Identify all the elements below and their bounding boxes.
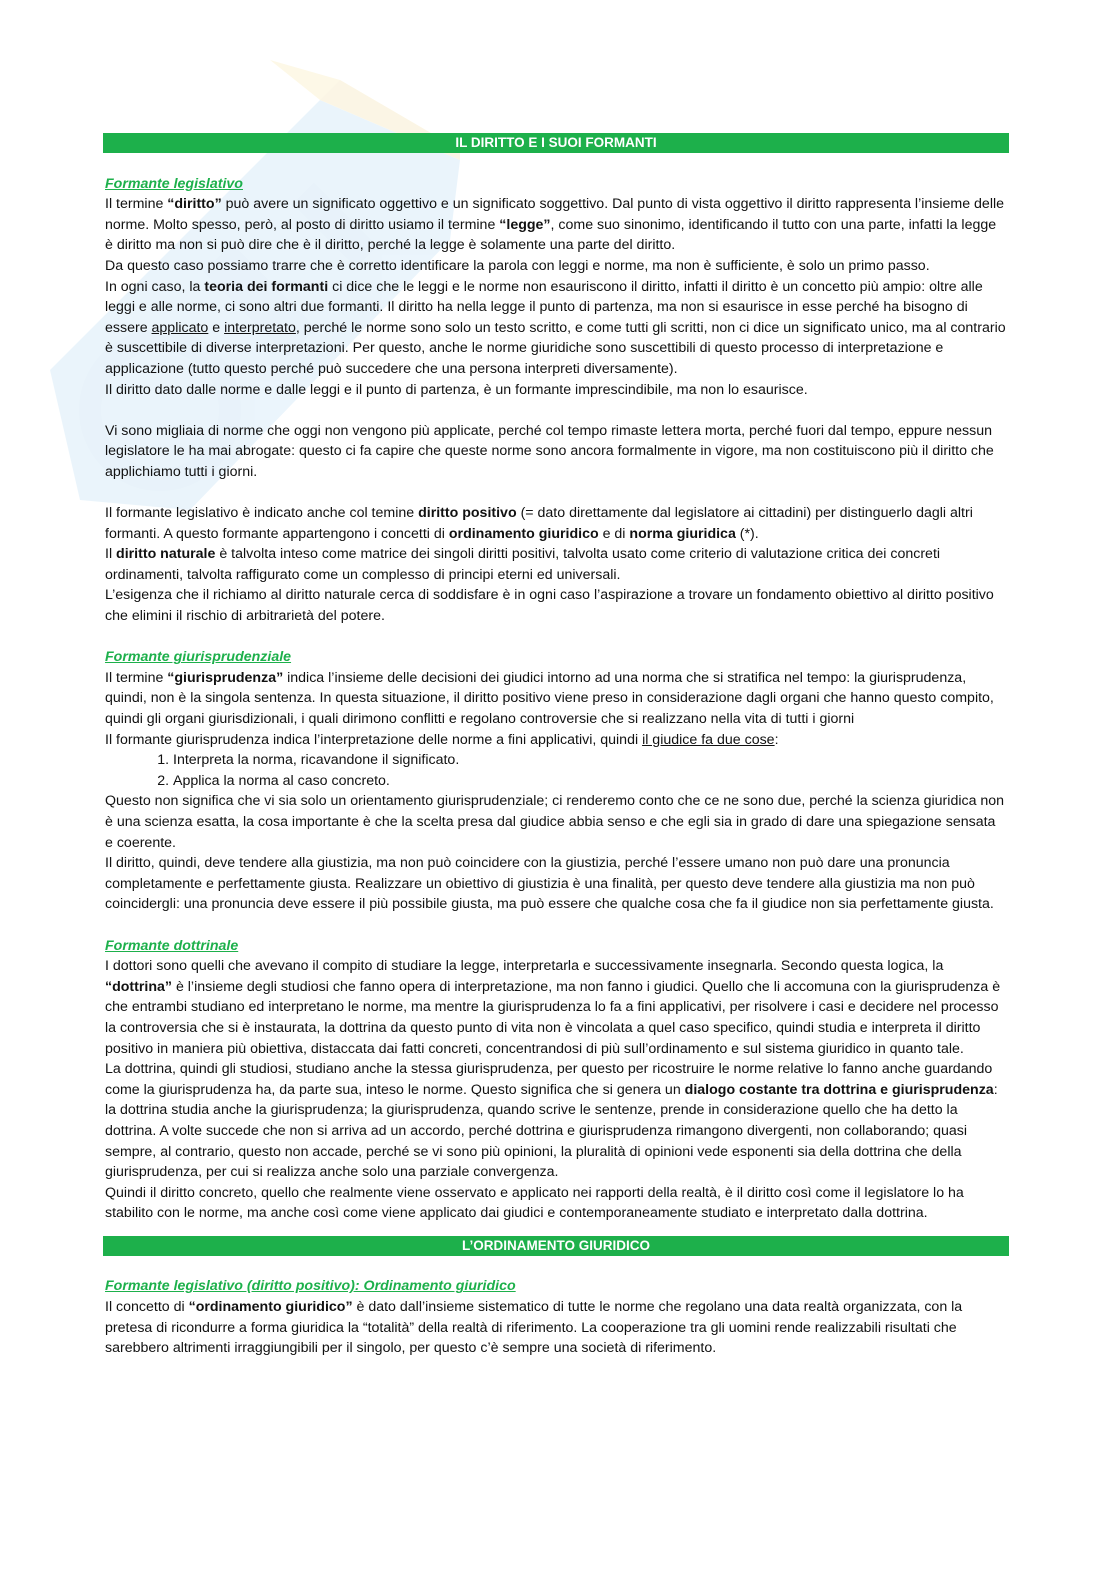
subsection-title-legislativo: Formante legislativo [105,175,243,192]
paragraph: L’esigenza che il richiamo al diritto naturale cerca di soddisfare è in ogni caso l’aspirazione a trovare un fondamento obiettivo al diritto positivo che elimini il rischio di arbitrarietà del potere. [105,587,994,625]
paragraph: In ogni caso, la teoria dei formanti ci dice che le leggi e le norme non esauriscono il diritto, infatti il diritto è un concetto più ampio: oltre alle leggi e alle norme, ci sono altri due formanti. Il diritto ha nella legge il punto di partenza, ma non si esaurisce in esse perché ha bisogno di essere applicato e interpretato, perché le norme sono solo un testo scritto, e come tutti gli scritti, non ci dice un significato unico, ma al contrario è suscettibile di diverse interpretazioni. Per questo, anche le norme giuridiche sono suscettibili di questo processo di interpretazione e applicazione (tutto questo perché può succedere che una persona interpreti diversamente). [105,278,1006,377]
paragraph: Il diritto naturale è talvolta inteso come matrice dei singoli diritti positivi, talvolta usato come criterio di valutazione critica dei concreti ordinamenti, talvolta raffigurato come un complesso di principi eterni ed universali. [105,546,941,583]
paragraph: Il formante legislativo è indicato anche col temine diritto positivo (= dato direttamente dal legislatore ai cittadini) per distinguerlo dagli altri formanti. A questo formante appartengono i concetti di ordinamento giuridico e di norma giuridica (*). [105,505,973,542]
paragraph: Vi sono migliaia di norme che oggi non vengono più applicate, perché col tempo rimaste lettera morta, perché fuori dal tempo, eppure nessun legislatore le ha mai abrogate: questo ci fa capire che queste norme sono ancora formalmente in vigore, ma non costituiscono più il diritto che applichiamo tutti i giorni. [105,422,994,480]
paragraph: Il termine “giurisprudenza” indica l’insieme delle decisioni dei giudici intorno ad una norma che si stratifica nel tempo: la giurisprudenza, quindi, non è la singola sentenza. In questa situazione, il diritto positivo viene preso in considerazione dagli organi che hanno questo compito, quindi gli organi giurisdizionali, i quali dirimono conflitti e regolano controversie che si realizzano nella vita di tutti i giorni [105,669,994,728]
paragraph: Il termine “diritto” può avere un significato oggettivo e un significato soggettivo. Dal punto di vista oggettivo il diritto rappresenta l’insieme delle norme. Molto spesso, però, al posto di diritto usiamo il termine “legge”, come suo sinonimo, identificando il tutto con una parte, infatti la legge è diritto ma non si può dire che è il diritto, perché la legge è solamente una parte del diritto. [105,196,1005,254]
list-item: 1. Interpreta la norma, ricavandone il significato. [173,750,1007,771]
list-item: 2. Applica la norma al caso concreto. [173,771,1007,792]
subsection-title-ordinamento: Formante legislativo (diritto positivo): Ordinamento giuridico [105,1278,516,1295]
document-body [105,133,1007,1359]
paragraph: Questo non significa che vi sia solo un orientamento giurisprudenziale; ci renderemo conto che ce ne sono due, perché la scienza giuridica non è una scienza esatta, la cosa importante è che la scelta presa dal giudice abbia senso e che egli sia in grado di dare una spiegazione sensata e coerente. [105,793,1005,851]
paragraph: La dottrina, quindi gli studiosi, studiano anche la stessa giurisprudenza, per questo per ricostruire le norme relative lo fanno anche guardando come la giurisprudenza ha, da parte sua, inteso le norme. Questo significa che si genera un dialogo costante tra dottrina e giurisprudenza: la dottrina studia anche la giurisprudenza; la giurisprudenza, quando scrive le sentenze, prende in considerazione quello che ha detto la dottrina. A volte succede che non si arriva ad un accordo, perché dottrina e giurisprudenza rimangono divergenti, non collaborando; quasi sempre, al contrario, questo non accade, perché se vi sono più opinioni, la pluralità di opinioni vede esponenti sia della dottrina che della giurisprudenza, per cui si realizza anche solo una parziale convergenza. [105,1061,998,1181]
paragraph: Il diritto dato dalle norme e dalle leggi e il punto di partenza, è un formante imprescindibile, ma non lo esaurisce. [105,381,808,398]
paragraph: Il diritto, quindi, deve tendere alla giustizia, ma non può coincidere con la giustizia, perché l’essere umano non può dare una pronuncia completamente e perfettamente giusta. Realizzare un obiettivo di giustizia è una finalità, per questo deve tendere alla giustizia ma non può coincidergli: una pronuncia deve essere il più possibile giusta, ma può essere che qualche cosa che fa il giudice non sia perfettamente giusta. [105,855,994,913]
subsection-title-dottrinale: Formante dottrinale [105,937,239,954]
paragraph: Quindi il diritto concreto, quello che realmente viene osservato e applicato nei rapporti della realtà, è il diritto così come il legislatore lo ha stabilito con le norme, ma anche così come viene applicato dai giudici e contemporaneamente studiato e interpretato dalla dottrina. [105,1184,964,1222]
numbered-list [105,750,1007,791]
subsection-title-giurisprudenziale: Formante giurisprudenziale [105,649,292,666]
paragraph: I dottori sono quelli che avevano il compito di studiare la legge, interpretarla e successivamente insegnarla. Secondo questa logica, la “dottrina” è l’insieme degli studiosi che fanno opera di interpretazione, ma non fanno i giudici. Quello che li accomuna con la giurisprudenza è che entrambi studiano ed interpretano le norme, ma mentre la giurisprudenza lo fa a fini applicativi, per risolvere i casi e decidere nel processo la controversia che si è instaurata, la dottrina da questo punto di vita non è vincolata a quel caso specifico, quindi studia e interpreta il diritto positivo in maniera più obiettiva, distaccata dai fatti concreti, concentrandosi di più sull’ordinamento e sul sistema giuridico in quanto tale. [105,958,1001,1057]
section-title-banner: IL DIRITTO E I SUOI FORMANTI [103,133,1009,153]
paragraph: Il formante giurisprudenza indica l’interpretazione delle norme a fini applicativi, quindi il giudice fa due cose: [105,731,779,748]
paragraph: Il concetto di “ordinamento giuridico” è dato dall’insieme sistematico di tutte le norme che regolano una data realtà organizzata, con la pretesa di ricondurre a forma giuridica la “totalità” della realtà di riferimento. La cooperazione tra gli uomini rende realizzabili risultati che sarebbero altrimenti irraggiungibili per il singolo, per questo c’è sempre una società di riferimento. [105,1299,963,1357]
section-title-banner: L’ORDINAMENTO GIURIDICO [103,1236,1009,1256]
paragraph: Da questo caso possiamo trarre che è corretto identificare la parola con leggi e norme, ma non è sufficiente, è solo un primo passo. [105,257,930,274]
